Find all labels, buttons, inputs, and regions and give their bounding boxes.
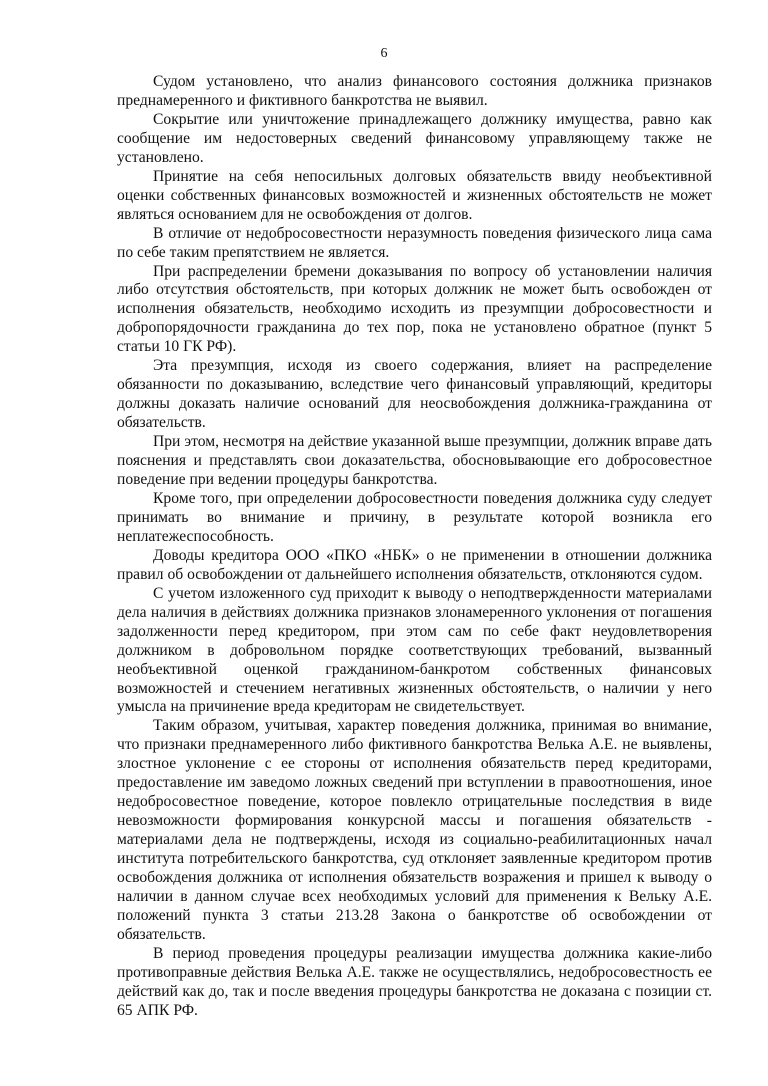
paragraph: При этом, несмотря на действие указанной выше презумпции, должник вправе дать пояснения и представлять свои доказательства, обосновывающие его добросовестное поведение при ведении процедуры банкротства. xyxy=(117,433,712,489)
paragraph: В отличие от недобросовестности неразумность поведения физического лица сама по себе таким препятствием не является. xyxy=(117,224,712,261)
paragraph: Сокрытие или уничтожение принадлежащего должнику имущества, равно как сообщение им недостоверных сведений финансовому управляющему также не установлено. xyxy=(117,110,712,166)
paragraph: Принятие на себя непосильных долговых обязательств ввиду необъективной оценки собственных финансовых возможностей и жизненных обстоятельств не может являться основанием для не освобождения от долгов. xyxy=(117,167,712,223)
paragraph: Эта презумпция, исходя из своего содержания, влияет на распределение обязанности по доказыванию, вследствие чего финансовый управляющий, кредиторы должны доказать наличие оснований для неосвобождения должника-гражданина от обязательств. xyxy=(117,357,712,432)
paragraph: Кроме того, при определении добросовестности поведения должника суду следует принимать во внимание и причину, в результате которой возникла его неплатежеспособность. xyxy=(117,489,712,545)
paragraph: Таким образом, учитывая, характер поведения должника, принимая во внимание, что признаки преднамеренного либо фиктивного банкротства Велька А.Е. не выявлены, злостное уклонение с ее стороны от исполнения обязательств перед кредиторами, предоставление им заведомо ложных сведений при вступлении в правоотношения, иное недобросовестное поведение, которое повлекло отрицательные последствия в виде невозможности формирования конкурсной массы и погашения обязательств - материалами дела не подтверждены, исходя из социально-реабилитационных начал института потребительского банкротства, суд отклоняет заявленные кредитором против освобождения должника от исполнения обязательств возражения и пришел к выводу о наличии в данном случае всех необходимых условий для применения к Вельку А.Е. положений пункта 3 статьи 213.28 Закона о банкротстве об освобождении от обязательств. xyxy=(117,717,712,943)
paragraph: Судом установлено, что анализ финансового состояния должника признаков преднамеренного и фиктивного банкротства не выявил. xyxy=(117,73,712,109)
paragraph: Доводы кредитора ООО «ПКО «НБК» о не применении в отношении должника правил об освобождении от дальнейшего исполнения обязательств, отклоняются судом. xyxy=(117,546,712,583)
paragraph: С учетом изложенного суд приходит к выводу о неподтвержденности материалами дела наличия в действиях должника признаков злонамеренного уклонения от погашения задолженности перед кредитором, при этом сам по себе факт неудовлетворения должником в добровольном порядке соответствующих требований, вызванный необъективной оценкой гражданином-банкротом собственных финансовых возможностей и стечением негативных жизненных обстоятельств, о наличии у него умысла на причинение вреда кредиторам не свидетельствует. xyxy=(117,584,712,716)
document-body xyxy=(117,73,712,1021)
paragraph: В период проведения процедуры реализации имущества должника какие-либо противоправные действия Велька А.Е. также не осуществлялись, недобросовестность ее действий как до, так и после введения процедуры банкротства не доказана с позиции ст. 65 АПК РФ. xyxy=(117,944,712,1019)
paragraph: При распределении бремени доказывания по вопросу об установлении наличия либо отсутствия обстоятельств, при которых должник не может быть освобожден от исполнения обязательств, необходимо исходить из презумпции добросовестности и добропорядочности гражданина до тех пор, пока не установлено обратное (пункт 5 статьи 10 ГК РФ). xyxy=(117,262,712,356)
page-number: 6 xyxy=(380,46,388,61)
